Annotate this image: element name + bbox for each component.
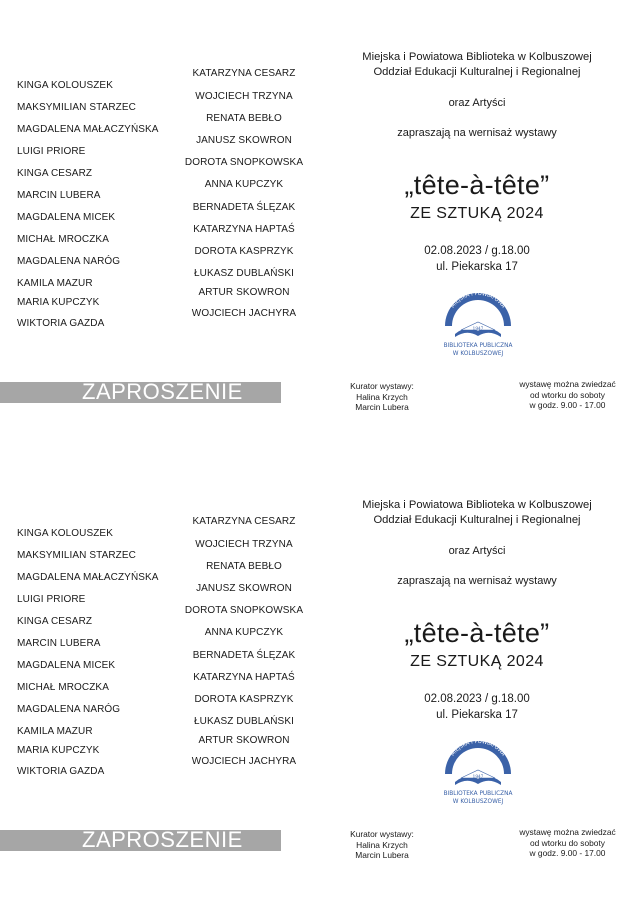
artist-name: DOROTA KASPRZYK: [194, 246, 294, 257]
artist-name: JANUSZ SKOWRON: [196, 583, 292, 594]
artist-name: WOJCIECH JACHYRA: [191, 756, 297, 767]
artist-name: KINGA KOLOUSZEK: [17, 528, 113, 539]
artist-name: KAMILA MAZUR: [17, 278, 93, 289]
artist-name: MAGDALENA MICEK: [17, 660, 116, 671]
artist-name: RENATA BEBŁO: [206, 113, 282, 124]
library-logo: [439, 738, 517, 812]
curator-line: Halina Krzych: [356, 391, 408, 402]
artist-name: ANNA KUPCZYK: [204, 179, 284, 190]
artist-name: MICHAŁ MROCZKA: [17, 682, 109, 693]
logo-text-line: W KOLBUSZOWEJ: [452, 351, 504, 357]
organizer: [338, 50, 616, 80]
co-host-line: oraz Artyści: [448, 545, 506, 557]
curator-info: [339, 829, 425, 861]
banner-label: ZAPROSZENIE: [82, 379, 243, 404]
artist-name: WIKTORIA GAZDA: [17, 766, 105, 777]
hours-line: wystawę można zwiedzać: [519, 379, 616, 389]
artist-name: JANUSZ SKOWRON: [196, 135, 292, 146]
organizer: [338, 498, 616, 528]
hours-line: wystawę można zwiedzać: [519, 827, 616, 837]
event-address: ul. Piekarska 17: [436, 709, 518, 721]
artist-name: BERNADETA ŚLĘZAK: [192, 202, 296, 213]
organizer-line: Oddział Edukacji Kulturalnej i Regionalnej: [373, 66, 581, 78]
logo-text-line: BIBLIOTEKA PUBLICZNA: [443, 791, 513, 797]
event-date: 02.08.2023 / g.18.00: [424, 693, 530, 705]
hours-line: od wtorku do soboty: [530, 837, 605, 848]
artist-name: MAGDALENA MAŁACZYŃSKA: [17, 124, 159, 135]
hours-line: w godz. 9.00 - 17.00: [529, 848, 606, 858]
artist-name: LUIGI PRIORE: [17, 146, 86, 157]
artist-name: RENATA BEBŁO: [206, 561, 282, 572]
artist-name: KINGA CESARZ: [17, 616, 93, 627]
event-date: 02.08.2023 / g.18.00: [424, 245, 530, 257]
curator-line: Marcin Lubera: [355, 850, 409, 860]
artist-name: KATARZYNA CESARZ: [192, 516, 296, 527]
invitation-card: [0, 0, 636, 430]
logo-arc-text: MIEJSKA I POWIATOWA: [449, 290, 507, 310]
logo-text-line: BIBLIOTEKA PUBLICZNA: [443, 343, 513, 349]
artist-name: MAGDALENA MICEK: [17, 212, 116, 223]
logo-arc: [445, 738, 511, 774]
co-host-line: oraz Artyści: [448, 97, 506, 109]
curator-line: Kurator wystawy:: [350, 381, 414, 391]
artist-name: MICHAŁ MROCZKA: [17, 234, 109, 245]
artist-name: ARTUR SKOWRON: [198, 287, 290, 298]
exhibition-title: „tête-à-tête”: [404, 618, 550, 648]
logo-year: 1947: [472, 774, 484, 779]
artist-name: WIKTORIA GAZDA: [17, 318, 105, 329]
curator-info: [339, 381, 425, 413]
organizer-line: Oddział Edukacji Kulturalnej i Regionalnej: [373, 514, 581, 526]
logo-year: 1947: [472, 326, 484, 331]
artist-name: LUIGI PRIORE: [17, 594, 86, 605]
artist-name: DOROTA SNOPKOWSKA: [184, 157, 304, 168]
artist-name: MAKSYMILIAN STARZEC: [17, 550, 136, 561]
artist-name: ŁUKASZ DUBLAŃSKI: [194, 268, 294, 279]
logo-arc-text: MIEJSKA I POWIATOWA: [449, 738, 507, 758]
artist-name: WOJCIECH TRZYNA: [195, 539, 293, 550]
artist-name: BERNADETA ŚLĘZAK: [192, 650, 296, 661]
artist-name: KAMILA MAZUR: [17, 726, 93, 737]
opening-hours: [507, 827, 628, 859]
invitation-line: zapraszają na wernisaż wystawy: [397, 127, 557, 139]
invitation-card: [0, 448, 636, 878]
logo-text-line: W KOLBUSZOWEJ: [452, 799, 504, 805]
invitation-line: zapraszają na wernisaż wystawy: [397, 575, 557, 587]
curator-line: Kurator wystawy:: [350, 829, 414, 839]
opening-hours: [507, 379, 628, 411]
exhibition-subtitle: ZE SZTUKĄ 2024: [410, 205, 544, 222]
artist-name: WOJCIECH JACHYRA: [191, 308, 297, 319]
artist-name: MAGDALENA NARÓG: [17, 704, 121, 715]
curator-line: Halina Krzych: [356, 839, 408, 850]
artist-name: MARCIN LUBERA: [17, 190, 101, 201]
banner-label: ZAPROSZENIE: [82, 827, 243, 852]
organizer-line: Miejska i Powiatowa Biblioteka w Kolbuszowej: [362, 51, 592, 63]
artist-name: ARTUR SKOWRON: [198, 735, 290, 746]
artist-name: MARCIN LUBERA: [17, 638, 101, 649]
artist-name: KATARZYNA HAPTAŚ: [193, 672, 295, 683]
exhibition-title: „tête-à-tête”: [404, 170, 550, 200]
artist-name: MARIA KUPCZYK: [17, 745, 100, 756]
artist-name: DOROTA SNOPKOWSKA: [184, 605, 304, 616]
artist-name: DOROTA KASPRZYK: [194, 694, 294, 705]
artist-name: MAGDALENA NARÓG: [17, 256, 121, 267]
event-address: ul. Piekarska 17: [436, 261, 518, 273]
artist-name: MAKSYMILIAN STARZEC: [17, 102, 136, 113]
artist-name: KINGA CESARZ: [17, 168, 93, 179]
artist-name: KATARZYNA CESARZ: [192, 68, 296, 79]
hours-line: w godz. 9.00 - 17.00: [529, 400, 606, 410]
artist-name: ŁUKASZ DUBLAŃSKI: [194, 716, 294, 727]
hours-line: od wtorku do soboty: [530, 389, 605, 400]
organizer-line: Miejska i Powiatowa Biblioteka w Kolbuszowej: [362, 499, 592, 511]
logo-arc: [445, 290, 511, 326]
artist-name: WOJCIECH TRZYNA: [195, 91, 293, 102]
artist-name: MARIA KUPCZYK: [17, 297, 100, 308]
artist-name: KINGA KOLOUSZEK: [17, 80, 113, 91]
exhibition-subtitle: ZE SZTUKĄ 2024: [410, 653, 544, 670]
artist-name: KATARZYNA HAPTAŚ: [193, 224, 295, 235]
artist-name: MAGDALENA MAŁACZYŃSKA: [17, 572, 159, 583]
library-logo: [439, 290, 517, 364]
curator-line: Marcin Lubera: [355, 402, 409, 412]
artist-name: ANNA KUPCZYK: [204, 627, 284, 638]
